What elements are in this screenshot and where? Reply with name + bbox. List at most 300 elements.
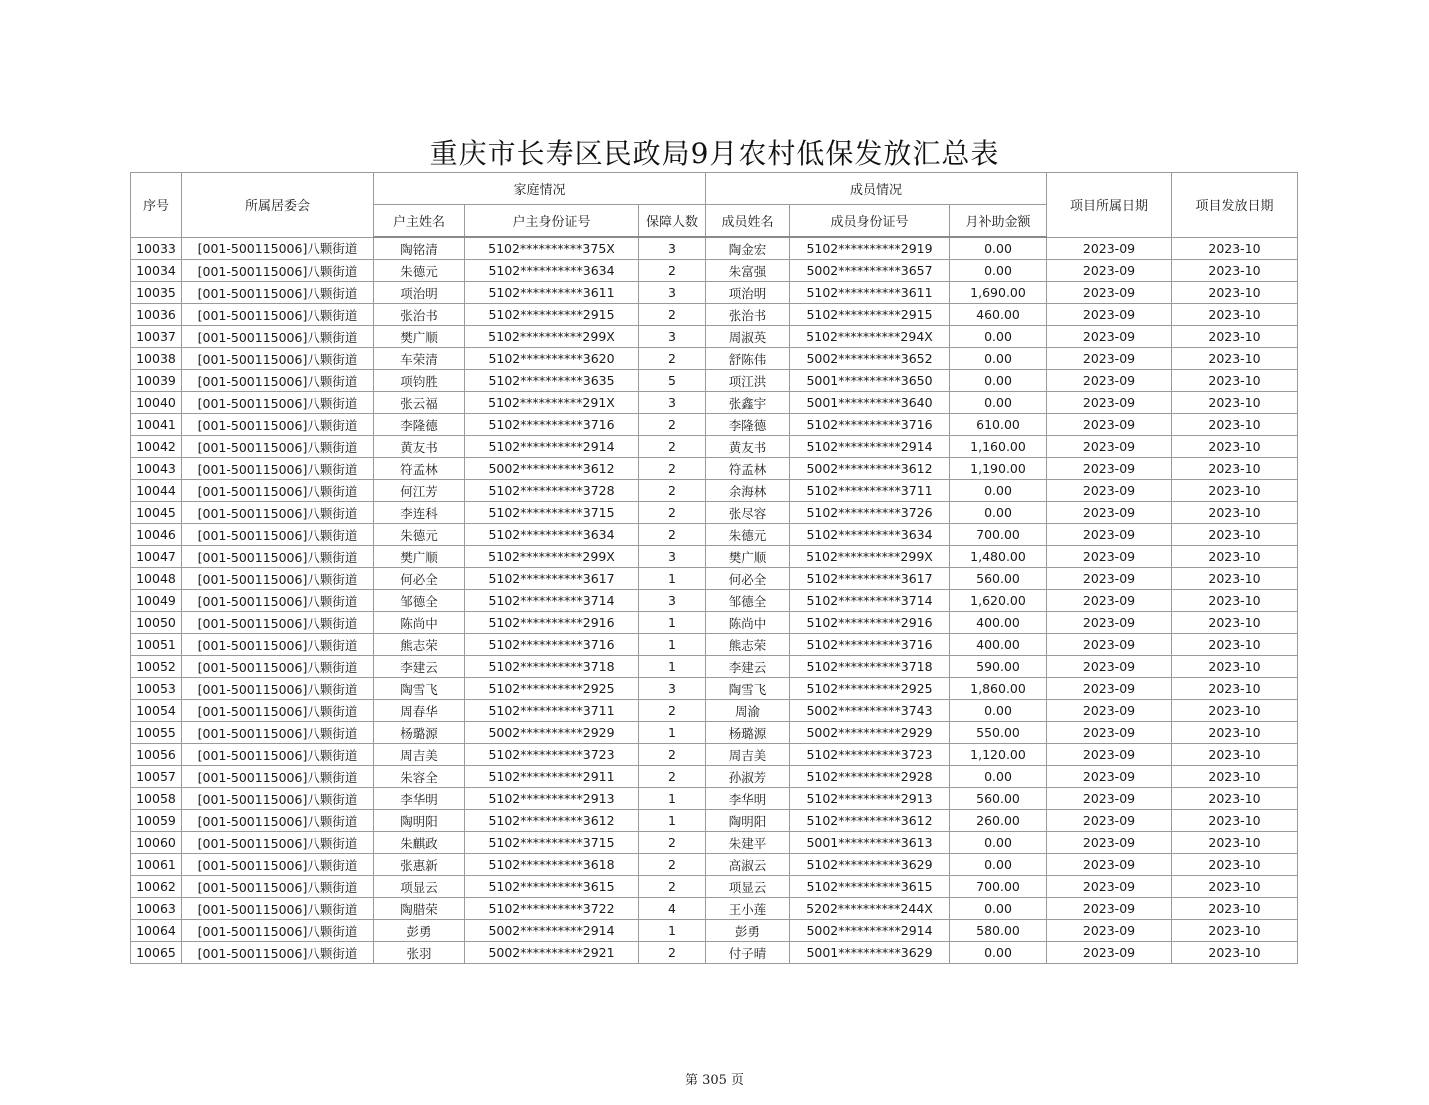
cell-project-date: 2023-09: [1047, 854, 1172, 876]
cell-member-name: 陶金宏: [706, 237, 790, 260]
cell-project-date: 2023-09: [1047, 766, 1172, 788]
cell-issue-date: 2023-10: [1172, 480, 1298, 502]
table-row: [131, 237, 1298, 260]
cell-head-id: 5102**********299X: [465, 326, 639, 348]
cell-monthly-amount: 0.00: [950, 854, 1047, 876]
cell-committee: [001-500115006]八颗街道: [182, 634, 374, 656]
cell-insured-count: 2: [639, 766, 706, 788]
cell-committee: [001-500115006]八颗街道: [182, 458, 374, 480]
cell-member-id: 5002**********3612: [790, 458, 950, 480]
cell-issue-date: 2023-10: [1172, 568, 1298, 590]
cell-member-name: 熊志荣: [706, 634, 790, 656]
cell-head-name: 熊志荣: [374, 634, 465, 656]
table-row: [131, 524, 1298, 546]
cell-committee: [001-500115006]八颗街道: [182, 920, 374, 942]
cell-member-name: 王小莲: [706, 898, 790, 920]
cell-issue-date: 2023-10: [1172, 502, 1298, 524]
cell-head-id: 5102**********3611: [465, 282, 639, 304]
cell-project-date: 2023-09: [1047, 590, 1172, 612]
cell-project-date: 2023-09: [1047, 678, 1172, 700]
relief-summary-table: [130, 172, 1298, 964]
cell-member-id: 5102**********3617: [790, 568, 950, 590]
cell-project-date: 2023-09: [1047, 942, 1172, 964]
cell-committee: [001-500115006]八颗街道: [182, 414, 374, 436]
cell-committee: [001-500115006]八颗街道: [182, 898, 374, 920]
cell-insured-count: 2: [639, 854, 706, 876]
cell-seq: 10049: [131, 590, 182, 612]
table-row: [131, 392, 1298, 414]
cell-seq: 10059: [131, 810, 182, 832]
cell-insured-count: 2: [639, 480, 706, 502]
cell-head-id: 5102**********3635: [465, 370, 639, 392]
cell-issue-date: 2023-10: [1172, 612, 1298, 634]
col-group-family: 家庭情况: [374, 173, 706, 205]
cell-insured-count: 2: [639, 458, 706, 480]
cell-head-name: 李华明: [374, 788, 465, 810]
cell-monthly-amount: 580.00: [950, 920, 1047, 942]
cell-head-id: 5002**********2929: [465, 722, 639, 744]
cell-member-id: 5102**********2925: [790, 678, 950, 700]
cell-issue-date: 2023-10: [1172, 678, 1298, 700]
cell-head-id: 5102**********375X: [465, 237, 639, 260]
cell-project-date: 2023-09: [1047, 502, 1172, 524]
cell-issue-date: 2023-10: [1172, 832, 1298, 854]
cell-seq: 10051: [131, 634, 182, 656]
col-header-member-id: 成员身份证号: [790, 205, 950, 238]
table-row: [131, 568, 1298, 590]
table-row: [131, 942, 1298, 964]
cell-member-name: 付子晴: [706, 942, 790, 964]
cell-member-name: 项治明: [706, 282, 790, 304]
cell-committee: [001-500115006]八颗街道: [182, 436, 374, 458]
cell-monthly-amount: 0.00: [950, 766, 1047, 788]
cell-head-id: 5102**********2916: [465, 612, 639, 634]
cell-member-name: 杨璐源: [706, 722, 790, 744]
cell-member-id: 5002**********3652: [790, 348, 950, 370]
cell-monthly-amount: 0.00: [950, 392, 1047, 414]
cell-member-id: 5102**********2915: [790, 304, 950, 326]
cell-member-id: 5102**********3711: [790, 480, 950, 502]
cell-head-name: 朱德元: [374, 524, 465, 546]
cell-member-name: 高淑云: [706, 854, 790, 876]
cell-insured-count: 1: [639, 810, 706, 832]
cell-seq: 10057: [131, 766, 182, 788]
cell-head-id: 5102**********3716: [465, 414, 639, 436]
col-header-head-name: 户主姓名: [374, 205, 465, 238]
cell-monthly-amount: 0.00: [950, 260, 1047, 282]
cell-head-id: 5102**********3615: [465, 876, 639, 898]
table-row: [131, 612, 1298, 634]
cell-seq: 10039: [131, 370, 182, 392]
cell-member-id: 5001**********3629: [790, 942, 950, 964]
cell-member-name: 陶明阳: [706, 810, 790, 832]
cell-committee: [001-500115006]八颗街道: [182, 237, 374, 260]
cell-monthly-amount: 700.00: [950, 876, 1047, 898]
cell-seq: 10037: [131, 326, 182, 348]
cell-member-name: 周渝: [706, 700, 790, 722]
cell-committee: [001-500115006]八颗街道: [182, 260, 374, 282]
cell-member-id: 5102**********3726: [790, 502, 950, 524]
cell-head-id: 5102**********3714: [465, 590, 639, 612]
cell-head-name: 周吉美: [374, 744, 465, 766]
cell-head-id: 5102**********3711: [465, 700, 639, 722]
cell-seq: 10056: [131, 744, 182, 766]
cell-head-name: 项显云: [374, 876, 465, 898]
cell-head-id: 5102**********3617: [465, 568, 639, 590]
cell-head-id: 5102**********3634: [465, 524, 639, 546]
cell-project-date: 2023-09: [1047, 744, 1172, 766]
cell-head-id: 5102**********3618: [465, 854, 639, 876]
table-row: [131, 700, 1298, 722]
cell-project-date: 2023-09: [1047, 832, 1172, 854]
table-row: [131, 458, 1298, 480]
cell-seq: 10042: [131, 436, 182, 458]
cell-head-id: 5102**********3728: [465, 480, 639, 502]
cell-project-date: 2023-09: [1047, 458, 1172, 480]
table-row: [131, 546, 1298, 568]
cell-monthly-amount: 550.00: [950, 722, 1047, 744]
cell-insured-count: 1: [639, 612, 706, 634]
cell-insured-count: 3: [639, 392, 706, 414]
cell-seq: 10034: [131, 260, 182, 282]
cell-insured-count: 3: [639, 546, 706, 568]
cell-issue-date: 2023-10: [1172, 920, 1298, 942]
cell-issue-date: 2023-10: [1172, 722, 1298, 744]
cell-member-name: 李建云: [706, 656, 790, 678]
cell-issue-date: 2023-10: [1172, 458, 1298, 480]
cell-issue-date: 2023-10: [1172, 744, 1298, 766]
cell-insured-count: 2: [639, 436, 706, 458]
cell-head-id: 5102**********3722: [465, 898, 639, 920]
cell-project-date: 2023-09: [1047, 612, 1172, 634]
cell-member-id: 5102**********3612: [790, 810, 950, 832]
cell-issue-date: 2023-10: [1172, 876, 1298, 898]
cell-monthly-amount: 0.00: [950, 326, 1047, 348]
cell-project-date: 2023-09: [1047, 348, 1172, 370]
cell-committee: [001-500115006]八颗街道: [182, 700, 374, 722]
cell-member-id: 5102**********2928: [790, 766, 950, 788]
cell-insured-count: 4: [639, 898, 706, 920]
cell-monthly-amount: 1,190.00: [950, 458, 1047, 480]
cell-issue-date: 2023-10: [1172, 237, 1298, 260]
cell-insured-count: 3: [639, 326, 706, 348]
table-row: [131, 480, 1298, 502]
table-row: [131, 370, 1298, 392]
table-row: [131, 260, 1298, 282]
cell-project-date: 2023-09: [1047, 634, 1172, 656]
col-header-project-date: 项目所属日期: [1047, 173, 1172, 238]
cell-seq: 10055: [131, 722, 182, 744]
cell-project-date: 2023-09: [1047, 260, 1172, 282]
cell-member-name: 何必全: [706, 568, 790, 590]
cell-head-name: 何必全: [374, 568, 465, 590]
cell-insured-count: 1: [639, 920, 706, 942]
cell-head-name: 李连科: [374, 502, 465, 524]
cell-member-name: 张鑫宇: [706, 392, 790, 414]
col-header-issue-date: 项目发放日期: [1172, 173, 1298, 238]
cell-head-name: 陶腊荣: [374, 898, 465, 920]
cell-insured-count: 3: [639, 237, 706, 260]
cell-insured-count: 2: [639, 502, 706, 524]
table-row: [131, 766, 1298, 788]
cell-head-name: 朱麒政: [374, 832, 465, 854]
cell-head-id: 5102**********2913: [465, 788, 639, 810]
cell-member-id: 5202**********244X: [790, 898, 950, 920]
cell-head-id: 5102**********3718: [465, 656, 639, 678]
cell-member-id: 5102**********3634: [790, 524, 950, 546]
cell-member-id: 5002**********3743: [790, 700, 950, 722]
cell-seq: 10047: [131, 546, 182, 568]
cell-member-name: 黄友书: [706, 436, 790, 458]
cell-member-id: 5102**********3716: [790, 634, 950, 656]
cell-issue-date: 2023-10: [1172, 788, 1298, 810]
cell-member-name: 邹德全: [706, 590, 790, 612]
cell-head-name: 彭勇: [374, 920, 465, 942]
cell-member-id: 5002**********3657: [790, 260, 950, 282]
cell-head-name: 张惠新: [374, 854, 465, 876]
cell-monthly-amount: 400.00: [950, 612, 1047, 634]
cell-committee: [001-500115006]八颗街道: [182, 590, 374, 612]
cell-monthly-amount: 1,620.00: [950, 590, 1047, 612]
cell-seq: 10048: [131, 568, 182, 590]
cell-committee: [001-500115006]八颗街道: [182, 656, 374, 678]
cell-seq: 10045: [131, 502, 182, 524]
page-title: 重庆市长寿区民政局9月农村低保发放汇总表: [429, 137, 1000, 170]
cell-head-name: 樊广顺: [374, 326, 465, 348]
cell-member-id: 5102**********3714: [790, 590, 950, 612]
cell-project-date: 2023-09: [1047, 810, 1172, 832]
cell-issue-date: 2023-10: [1172, 414, 1298, 436]
cell-issue-date: 2023-10: [1172, 326, 1298, 348]
cell-head-id: 5102**********3715: [465, 502, 639, 524]
cell-member-name: 周吉美: [706, 744, 790, 766]
table-row: [131, 876, 1298, 898]
cell-member-id: 5102**********3718: [790, 656, 950, 678]
cell-issue-date: 2023-10: [1172, 898, 1298, 920]
cell-monthly-amount: 560.00: [950, 568, 1047, 590]
cell-seq: 10063: [131, 898, 182, 920]
cell-seq: 10053: [131, 678, 182, 700]
cell-issue-date: 2023-10: [1172, 766, 1298, 788]
cell-insured-count: 3: [639, 590, 706, 612]
cell-committee: [001-500115006]八颗街道: [182, 370, 374, 392]
cell-project-date: 2023-09: [1047, 656, 1172, 678]
cell-member-name: 陈尚中: [706, 612, 790, 634]
cell-project-date: 2023-09: [1047, 282, 1172, 304]
table-row: [131, 678, 1298, 700]
cell-committee: [001-500115006]八颗街道: [182, 766, 374, 788]
cell-monthly-amount: 590.00: [950, 656, 1047, 678]
cell-head-id: 5102**********2911: [465, 766, 639, 788]
cell-issue-date: 2023-10: [1172, 524, 1298, 546]
cell-head-name: 张羽: [374, 942, 465, 964]
cell-seq: 10038: [131, 348, 182, 370]
cell-issue-date: 2023-10: [1172, 656, 1298, 678]
cell-committee: [001-500115006]八颗街道: [182, 832, 374, 854]
cell-project-date: 2023-09: [1047, 524, 1172, 546]
cell-project-date: 2023-09: [1047, 392, 1172, 414]
table-row: [131, 722, 1298, 744]
col-header-member-name: 成员姓名: [706, 205, 790, 238]
cell-seq: 10040: [131, 392, 182, 414]
cell-head-name: 陶雪飞: [374, 678, 465, 700]
cell-committee: [001-500115006]八颗街道: [182, 282, 374, 304]
cell-project-date: 2023-09: [1047, 722, 1172, 744]
col-header-head-id: 户主身份证号: [465, 205, 639, 238]
col-header-insured-count: 保障人数: [639, 205, 706, 238]
cell-insured-count: 5: [639, 370, 706, 392]
cell-head-id: 5102**********3634: [465, 260, 639, 282]
cell-monthly-amount: 0.00: [950, 370, 1047, 392]
cell-member-name: 陶雪飞: [706, 678, 790, 700]
cell-head-id: 5102**********3723: [465, 744, 639, 766]
cell-seq: 10041: [131, 414, 182, 436]
cell-monthly-amount: 0.00: [950, 502, 1047, 524]
cell-committee: [001-500115006]八颗街道: [182, 304, 374, 326]
cell-monthly-amount: 560.00: [950, 788, 1047, 810]
cell-committee: [001-500115006]八颗街道: [182, 392, 374, 414]
table-row: [131, 348, 1298, 370]
cell-member-name: 周淑英: [706, 326, 790, 348]
table-row: [131, 282, 1298, 304]
col-header-committee: 所属居委会: [182, 173, 374, 238]
cell-member-name: 彭勇: [706, 920, 790, 942]
cell-committee: [001-500115006]八颗街道: [182, 722, 374, 744]
cell-monthly-amount: 0.00: [950, 480, 1047, 502]
cell-insured-count: 2: [639, 524, 706, 546]
cell-monthly-amount: 0.00: [950, 700, 1047, 722]
cell-seq: 10036: [131, 304, 182, 326]
cell-insured-count: 1: [639, 656, 706, 678]
cell-project-date: 2023-09: [1047, 700, 1172, 722]
header-row-group: [131, 173, 1298, 205]
cell-issue-date: 2023-10: [1172, 810, 1298, 832]
cell-head-name: 陶明阳: [374, 810, 465, 832]
cell-head-name: 项治明: [374, 282, 465, 304]
cell-member-name: 李华明: [706, 788, 790, 810]
cell-insured-count: 2: [639, 942, 706, 964]
cell-monthly-amount: 1,480.00: [950, 546, 1047, 568]
cell-monthly-amount: 1,160.00: [950, 436, 1047, 458]
cell-head-id: 5102**********2925: [465, 678, 639, 700]
cell-member-name: 孙淑芳: [706, 766, 790, 788]
cell-member-name: 项显云: [706, 876, 790, 898]
cell-member-id: 5102**********2913: [790, 788, 950, 810]
table-row: [131, 590, 1298, 612]
cell-insured-count: 2: [639, 304, 706, 326]
cell-member-id: 5102**********2916: [790, 612, 950, 634]
cell-issue-date: 2023-10: [1172, 436, 1298, 458]
cell-insured-count: 3: [639, 282, 706, 304]
cell-member-name: 朱建平: [706, 832, 790, 854]
cell-committee: [001-500115006]八颗街道: [182, 568, 374, 590]
cell-member-id: 5102**********3629: [790, 854, 950, 876]
cell-insured-count: 1: [639, 788, 706, 810]
table-row: [131, 414, 1298, 436]
cell-member-id: 5102**********299X: [790, 546, 950, 568]
cell-head-name: 何江芳: [374, 480, 465, 502]
table-row: [131, 502, 1298, 524]
cell-seq: 10065: [131, 942, 182, 964]
cell-member-id: 5001**********3650: [790, 370, 950, 392]
cell-member-id: 5102**********3611: [790, 282, 950, 304]
cell-committee: [001-500115006]八颗街道: [182, 810, 374, 832]
cell-issue-date: 2023-10: [1172, 854, 1298, 876]
cell-member-id: 5102**********3615: [790, 876, 950, 898]
cell-member-id: 5102**********3723: [790, 744, 950, 766]
cell-committee: [001-500115006]八颗街道: [182, 326, 374, 348]
cell-head-id: 5102**********3716: [465, 634, 639, 656]
cell-project-date: 2023-09: [1047, 237, 1172, 260]
cell-head-name: 朱德元: [374, 260, 465, 282]
cell-seq: 10044: [131, 480, 182, 502]
cell-head-name: 周春华: [374, 700, 465, 722]
cell-head-name: 符孟林: [374, 458, 465, 480]
cell-head-name: 陶铭清: [374, 237, 465, 260]
cell-head-id: 5102**********299X: [465, 546, 639, 568]
cell-head-name: 张治书: [374, 304, 465, 326]
cell-project-date: 2023-09: [1047, 876, 1172, 898]
cell-monthly-amount: 1,120.00: [950, 744, 1047, 766]
cell-monthly-amount: 1,860.00: [950, 678, 1047, 700]
table-row: [131, 304, 1298, 326]
cell-issue-date: 2023-10: [1172, 260, 1298, 282]
cell-head-id: 5102**********3620: [465, 348, 639, 370]
cell-member-name: 余海林: [706, 480, 790, 502]
table-row: [131, 832, 1298, 854]
cell-head-name: 项钧胜: [374, 370, 465, 392]
cell-head-name: 张云福: [374, 392, 465, 414]
cell-head-name: 陈尚中: [374, 612, 465, 634]
cell-head-id: 5102**********2915: [465, 304, 639, 326]
cell-project-date: 2023-09: [1047, 788, 1172, 810]
cell-seq: 10052: [131, 656, 182, 678]
cell-committee: [001-500115006]八颗街道: [182, 546, 374, 568]
cell-issue-date: 2023-10: [1172, 634, 1298, 656]
cell-insured-count: 2: [639, 348, 706, 370]
cell-monthly-amount: 0.00: [950, 237, 1047, 260]
cell-issue-date: 2023-10: [1172, 590, 1298, 612]
cell-head-name: 李隆德: [374, 414, 465, 436]
cell-seq: 10043: [131, 458, 182, 480]
cell-head-name: 李建云: [374, 656, 465, 678]
col-group-member: 成员情况: [706, 173, 1047, 205]
cell-insured-count: 3: [639, 678, 706, 700]
cell-monthly-amount: 700.00: [950, 524, 1047, 546]
cell-member-name: 项江洪: [706, 370, 790, 392]
cell-seq: 10062: [131, 876, 182, 898]
page-number: 第 305 页: [684, 1073, 745, 1088]
cell-head-name: 黄友书: [374, 436, 465, 458]
cell-head-id: 5102**********3715: [465, 832, 639, 854]
cell-seq: 10060: [131, 832, 182, 854]
cell-committee: [001-500115006]八颗街道: [182, 942, 374, 964]
table-body: [131, 237, 1298, 964]
cell-monthly-amount: 0.00: [950, 942, 1047, 964]
cell-member-id: 5102**********2919: [790, 237, 950, 260]
cell-member-name: 符孟林: [706, 458, 790, 480]
cell-monthly-amount: 1,690.00: [950, 282, 1047, 304]
cell-head-id: 5102**********3612: [465, 810, 639, 832]
cell-seq: 10033: [131, 237, 182, 260]
cell-issue-date: 2023-10: [1172, 304, 1298, 326]
cell-committee: [001-500115006]八颗街道: [182, 744, 374, 766]
cell-member-id: 5002**********2929: [790, 722, 950, 744]
cell-seq: 10058: [131, 788, 182, 810]
cell-head-id: 5002**********2914: [465, 920, 639, 942]
table-row: [131, 326, 1298, 348]
cell-seq: 10046: [131, 524, 182, 546]
